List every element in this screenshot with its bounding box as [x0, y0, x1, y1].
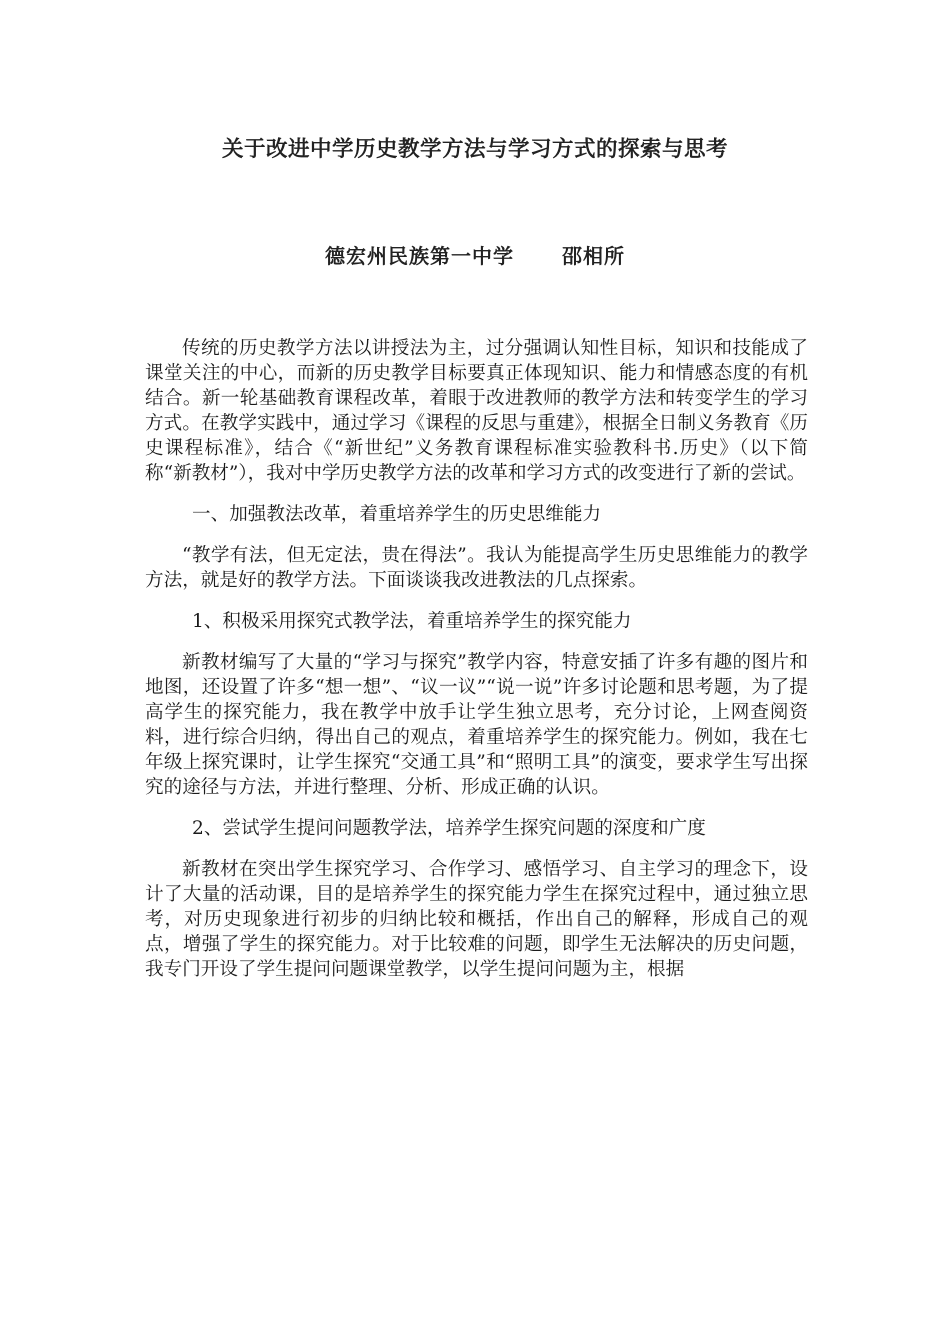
paragraph-inquiry: 新教材编写了大量的“学习与探究”教学内容，特意安插了许多有趣的图片和地图，还设置了许多“想一想”、“议一议”“说一说”许多讨论题和思考题，为了提高学生的探究能力，我在教学中放手让学生独立思考，充分讨论，上网查阅资料，进行综合归纳，得出自己的观点，着重培养学生的探究能力。例如，我在七年级上探究课时，让学生探究“交通工具”和“照明工具”的演变，要求学生写出探究的途径与方法，并进行整理、分析、形成正确的认识。 [145, 652, 808, 798]
document-body [145, 336, 808, 982]
author-school: 德宏州民族第一中学 [325, 244, 514, 268]
author-byline [0, 240, 950, 269]
subsection-heading-1: 1、积极采用探究式教学法，着重培养学生的探究能力 [192, 611, 632, 632]
paragraph-method-overview: “教学有法，但无定法，贵在得法”。我认为能提高学生历史思维能力的教学方法，就是好的教学方法。下面谈谈我改进教法的几点探索。 [145, 545, 808, 591]
paragraph-intro: 传统的历史教学方法以讲授法为主，过分强调认知性目标，知识和技能成了课堂关注的中心，而新的历史教学目标要真正体现知识、能力和情感态度的有机结合。新一轮基础教育课程改革，着眼于改进教师的教学方法和转变学生的学习方式。在教学实践中，通过学习《课程的反思与重建》，根据全日制义务教育《历史课程标准》，结合《“新世纪”义务教育课程标准实验教科书.历史》（以下简称“新教材”），我对中学历史教学方法的改革和学习方式的改变进行了新的尝试。 [145, 338, 808, 484]
document-title: 关于改进中学历史教学方法与学习方式的探索与思考 [221, 137, 728, 162]
author-name: 邵相所 [562, 244, 625, 268]
subsection-heading-2: 2、尝试学生提问问题教学法，培养学生探究问题的深度和广度 [192, 818, 706, 839]
paragraph-questioning: 新教材在突出学生探究学习、合作学习、感悟学习、自主学习的理念下，设计了大量的活动课，目的是培养学生的探究能力学生在探究过程中，通过独立思考，对历史现象进行初步的归纳比较和概括，作出自己的解释，形成自己的观点，增强了学生的探究能力。对于比较难的问题，即学生无法解决的历史问题，我专门开设了学生提问问题课堂教学，以学生提问问题为主，根据 [145, 859, 808, 980]
section-heading-1: 一、加强教法改革，着重培养学生的历史思维能力 [192, 504, 602, 525]
